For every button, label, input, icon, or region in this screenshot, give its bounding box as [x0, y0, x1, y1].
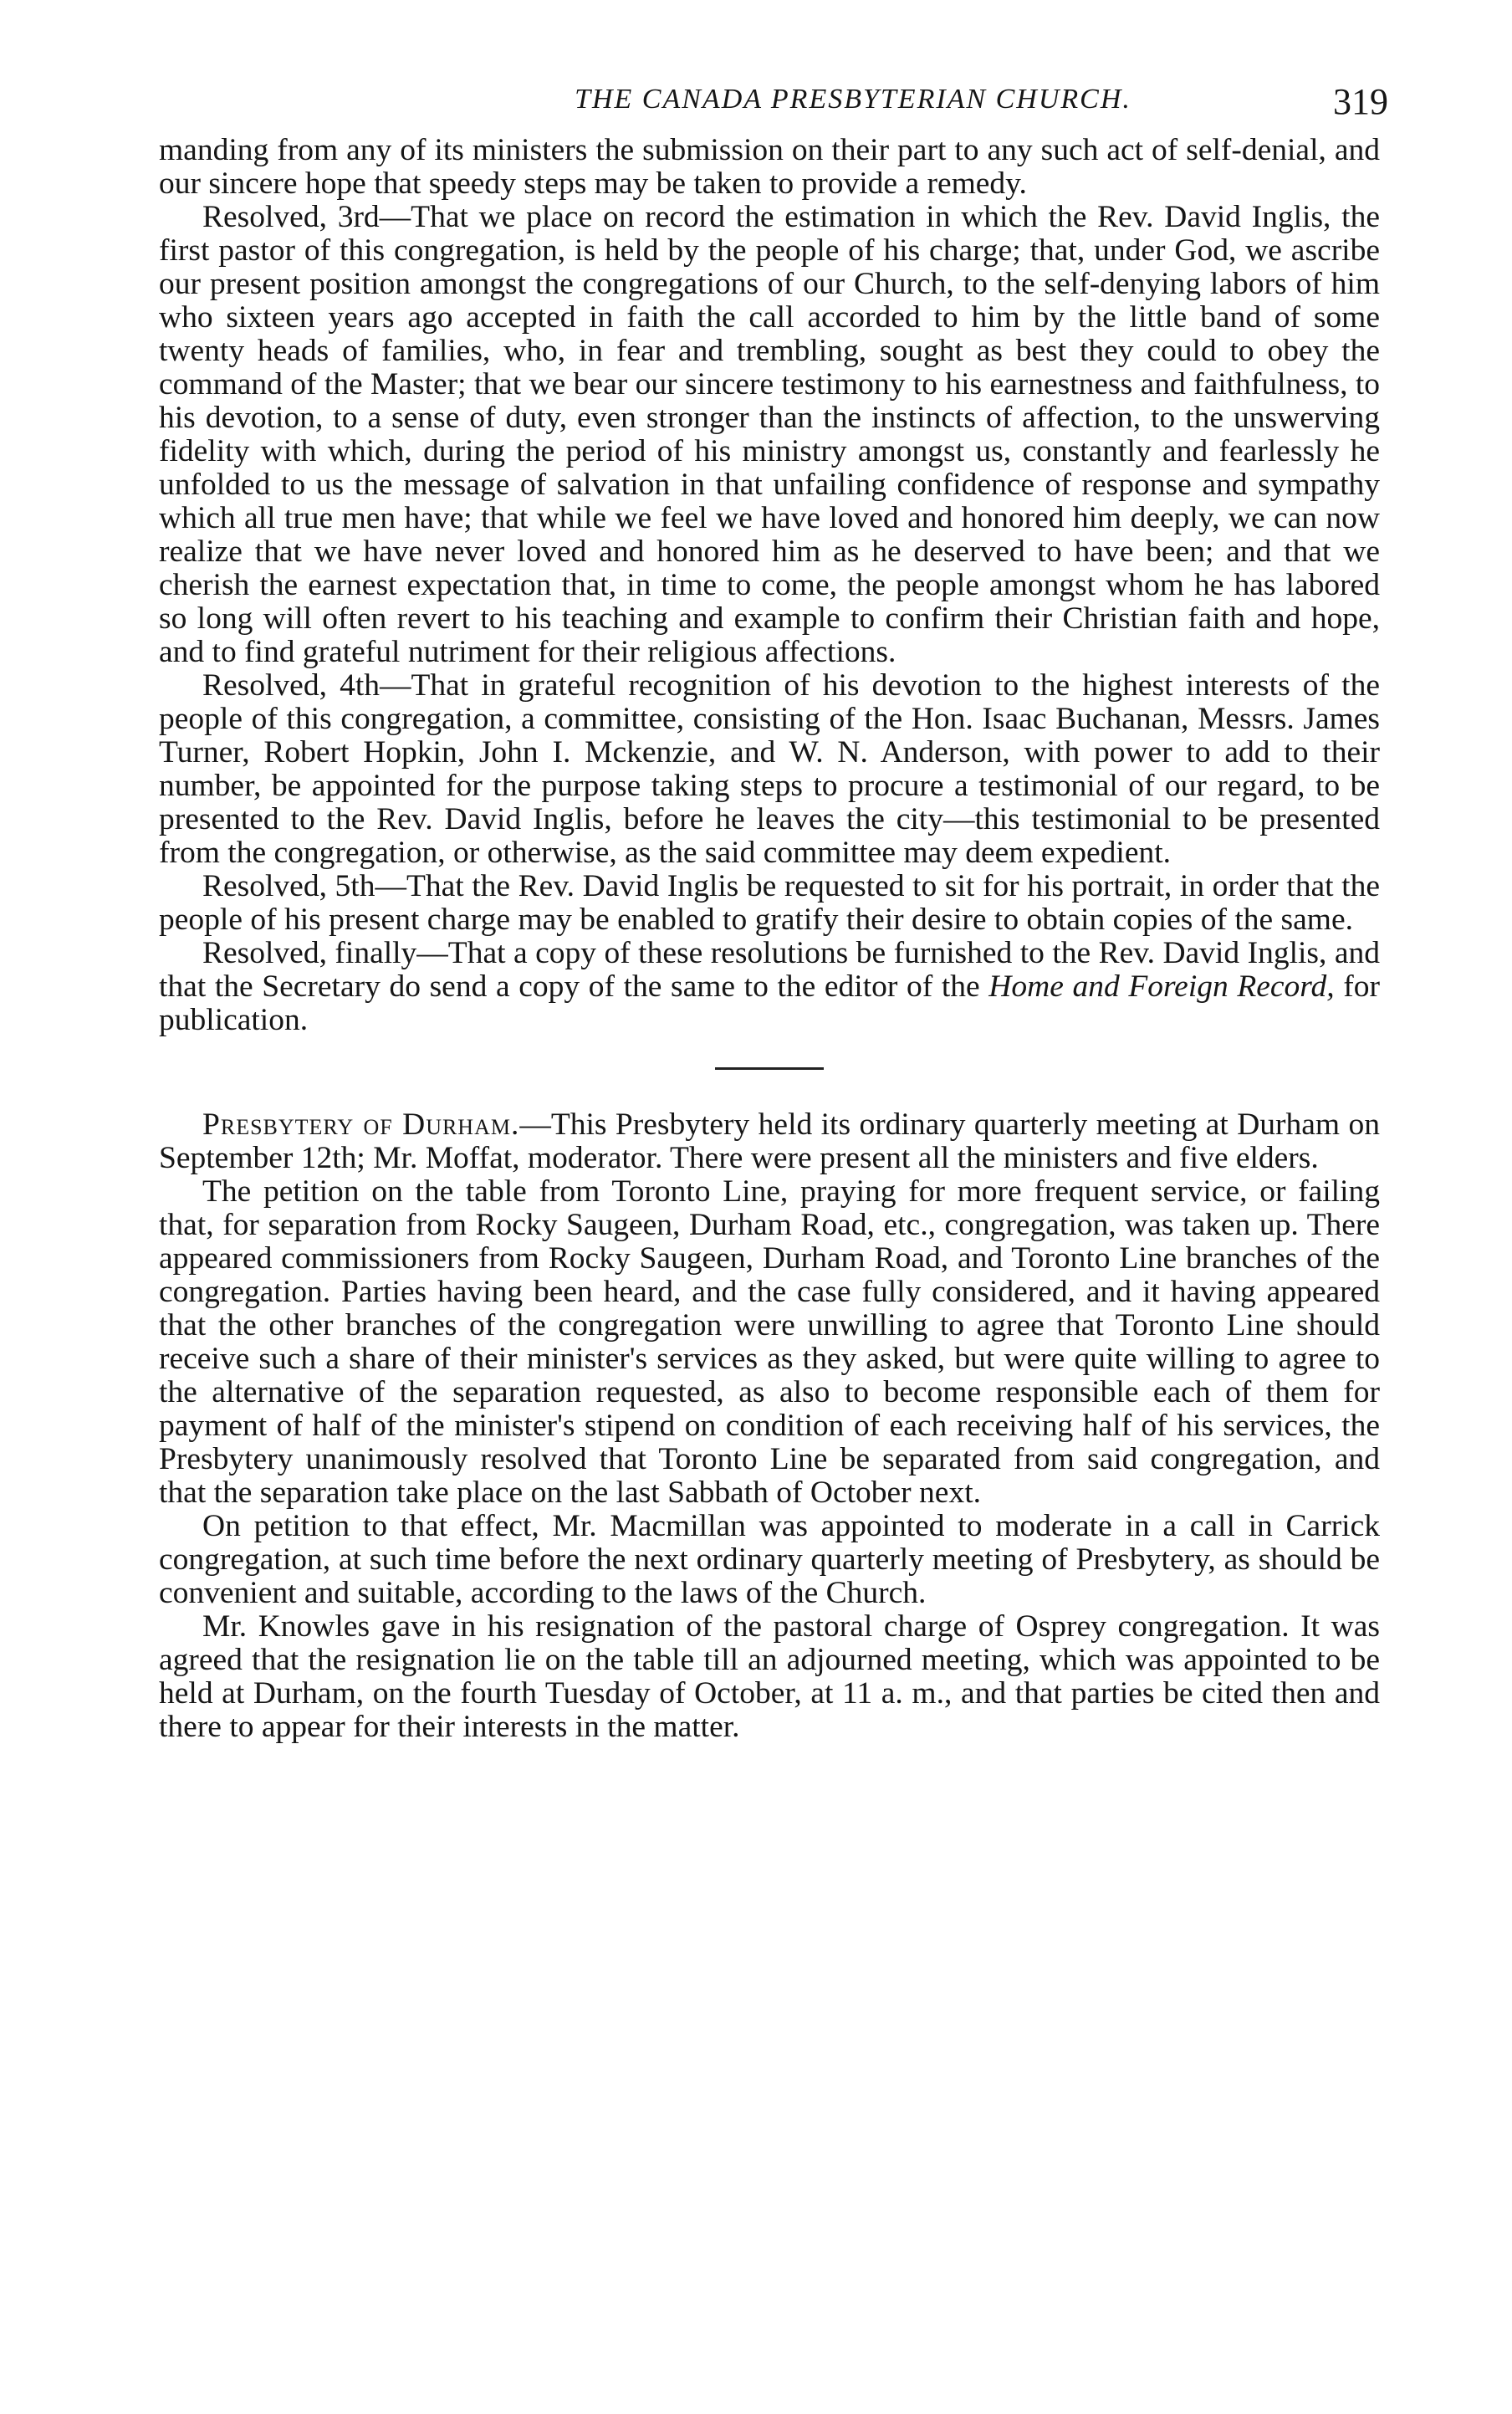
- resolution-third: Resolved, 3rd—That we place on record the estimation in which the Rev. David Inglis, the first pastor of this congregation, is held by the people of his charge; that, under God, we ascribe our present position amongst the congregations of our Church, to the self-denying labors of him who sixteen years ago accepted in faith the call accorded to him by the little band of some twenty heads of families, who, in fear and trembling, sought as best they could to obey the command of the Master; that we bear our sincere testimony to his earnestness and faithfulness, to his devotion, to a sense of duty, even stronger than the instincts of affection, to the unswerving fidelity with which, during the period of his ministry amongst us, constantly and fearlessly he unfolded to us the message of salvation in that unfailing confidence of response and sympathy which all true men have; that while we feel we have loved and honored him deeply, we can now realize that we have never loved and honored him as he deserved to have been; and that we cherish the earnest expectation that, in time to come, the people amongst whom he has labored so long will often revert to his teaching and example to confirm their Christian faith and hope, and to find grateful nutriment for their religious affections.: [159, 200, 1381, 669]
- resolution-finally-text: Resolved, finally—That a copy of these resolutions be furnished to the Rev. David Inglis, and that the Secretary do send a copy of the same to the editor of the: [159, 936, 1380, 1004]
- section-divider: [715, 1067, 824, 1070]
- record-title: Home and Foreign Record,: [988, 969, 1335, 1004]
- resolution-finally: [159, 937, 1380, 1037]
- durham-carrick: On petition to that effect, Mr. Macmillan was appointed to moderate in a call in Carrick congregation, at such time before the next ordinary quarterly meeting of Presbytery, as should be convenient and suitable, according to the laws of the Church.: [159, 1509, 1380, 1610]
- durham-intro-paragraph: [159, 1108, 1380, 1175]
- page-number: 319: [1333, 81, 1388, 122]
- continued-paragraph: manding from any of its ministers the submission on their part to any such act of self-denial, and our sincere hope that speedy steps may be taken to provide a remedy.: [159, 133, 1380, 201]
- resolution-fifth: Resolved, 5th—That the Rev. David Inglis be requested to sit for his portrait, in order that the people of his present charge may be enabled to gratify their desire to obtain copies of the same.: [159, 869, 1380, 937]
- durham-knowles: Mr. Knowles gave in his resignation of the pastoral charge of Osprey congregation. It was agreed that the resignation lie on the table till an adjourned meeting, which was appointed to be held at Durham, on the fourth Tuesday of October, at 11 a. m., and that parties be cited then and there to appear for their interests in the matter.: [159, 1609, 1380, 1744]
- durham-intro: —This Presbytery held its ordinary quarterly meeting at Durham on September 12th; Mr. Moffat, moderator. There were present all the ministers and five elders.: [159, 1107, 1380, 1175]
- running-title: THE CANADA PRESBYTERIAN CHURCH.: [575, 84, 1131, 115]
- resolution-finally-end: for publication.: [159, 969, 1380, 1037]
- document-page: [159, 81, 1388, 1744]
- resolution-fourth: Resolved, 4th—That in grateful recognition of his devotion to the highest interests of the people of this congregation, a committee, consisting of the Hon. Isaac Buchanan, Messrs. James Turner, Robert Hopkin, John I. Mckenzie, and W. N. Anderson, with power to add to their number, be appointed for the purpose taking steps to procure a testimonial of our regard, to be presented to the Rev. David Inglis, before he leaves the city—this testimonial to be presented from the congregation, or otherwise, as the said committee may deem expedient.: [159, 668, 1380, 870]
- page-header: [159, 81, 1388, 130]
- durham-petition: The petition on the table from Toronto Line, praying for more frequent service, or failing that, for separation from Rocky Saugeen, Durham Road, etc., congregation, was taken up. There appeared commissioners from Rocky Saugeen, Durham Road, and Toronto Line branches of the congregation. Parties having been heard, and the case fully considered, and it having appeared that the other branches of the congregation were unwilling to agree that Toronto Line should receive such a share of their minister's services as they asked, but were quite willing to agree to the alternative of the separation requested, as also to become responsible each of them for payment of half of the minister's stipend on condition of each receiving half of his services, the Presbytery unanimously resolved that Toronto Line be separated from said congregation, and that the separation take place on the last Sabbath of October next.: [159, 1174, 1380, 1510]
- durham-heading: Presbytery of Durham.: [202, 1107, 520, 1142]
